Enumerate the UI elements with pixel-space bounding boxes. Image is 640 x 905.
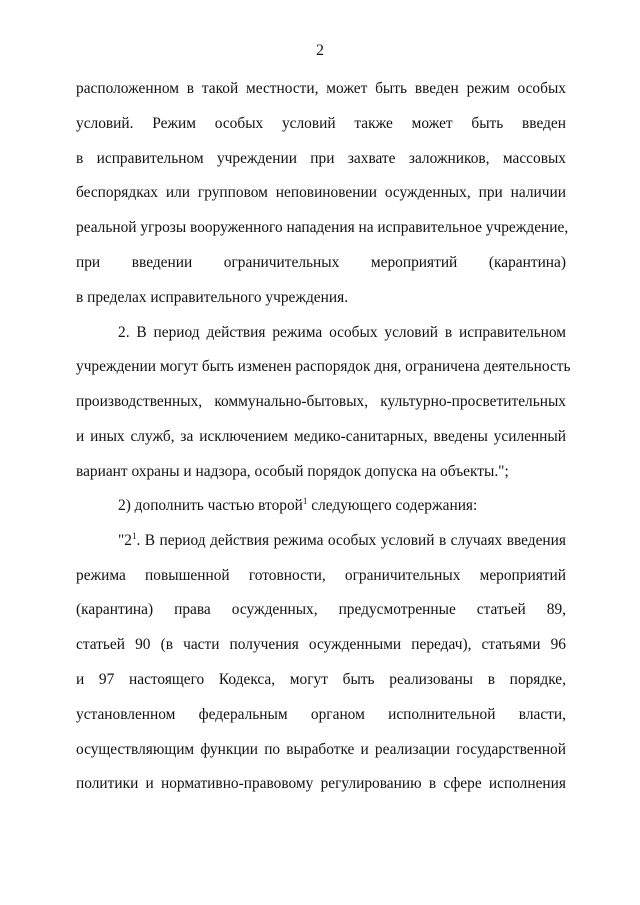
text-line: при введении ограничительных мероприятий (карантина) xyxy=(76,254,566,271)
text-line: в пределах исправительного учреждения. xyxy=(76,289,349,306)
text-segment: следующего содержания: xyxy=(307,497,478,514)
text-line: в исправительном учреждении при захвате заложников, массовых xyxy=(76,150,566,167)
text-line: вариант охраны и надзора, особый порядок допуска на объекты."; xyxy=(76,463,509,480)
text-segment: 2) дополнить частью второй xyxy=(118,497,303,514)
text-line: (карантина) права осужденных, предусмотренные статьей 89, xyxy=(76,601,566,618)
text-line: политики и нормативно-правовому регулированию в сфере исполнения xyxy=(76,775,566,792)
text-line: установленном федеральным органом исполнительной власти, xyxy=(76,706,566,723)
text-line: учреждении могут быть изменен распорядок дня, ограничена деятельность xyxy=(76,358,571,375)
text-line: расположенном в такой местности, может быть введен режим особых xyxy=(76,80,566,97)
text-line xyxy=(118,531,566,551)
page-number: 2 xyxy=(316,42,324,59)
text-segment: "2 xyxy=(118,532,132,549)
superscript: 1 xyxy=(131,531,137,541)
text-line: и иных служб, за исключением медико-санитарных, введены усиленный xyxy=(76,428,566,445)
text-line: реальной угрозы вооруженного нападения на исправительное учреждение, xyxy=(76,219,569,236)
text-line: беспорядках или групповом неповиновении осужденных, при наличии xyxy=(76,184,566,201)
text-segment: . В период действия режима особых условий в случаях введения xyxy=(136,532,566,549)
text-line: условий. Режим особых условий также может быть введен xyxy=(76,115,566,132)
text-line: и 97 настоящего Кодекса, могут быть реализованы в порядке, xyxy=(76,671,566,688)
superscript: 1 xyxy=(302,496,308,506)
text-line: производственных, коммунально-бытовых, культурно-просветительных xyxy=(76,393,566,410)
text-line: режима повышенной готовности, ограничительных мероприятий xyxy=(76,567,566,584)
text-line xyxy=(118,496,566,516)
text-line: статьей 90 (в части получения осужденными передач), статьями 96 xyxy=(76,636,566,653)
text-line: осуществляющим функции по выработке и реализации государственной xyxy=(76,741,566,758)
text-line: 2. В период действия режима особых условий в исправительном xyxy=(118,324,566,341)
